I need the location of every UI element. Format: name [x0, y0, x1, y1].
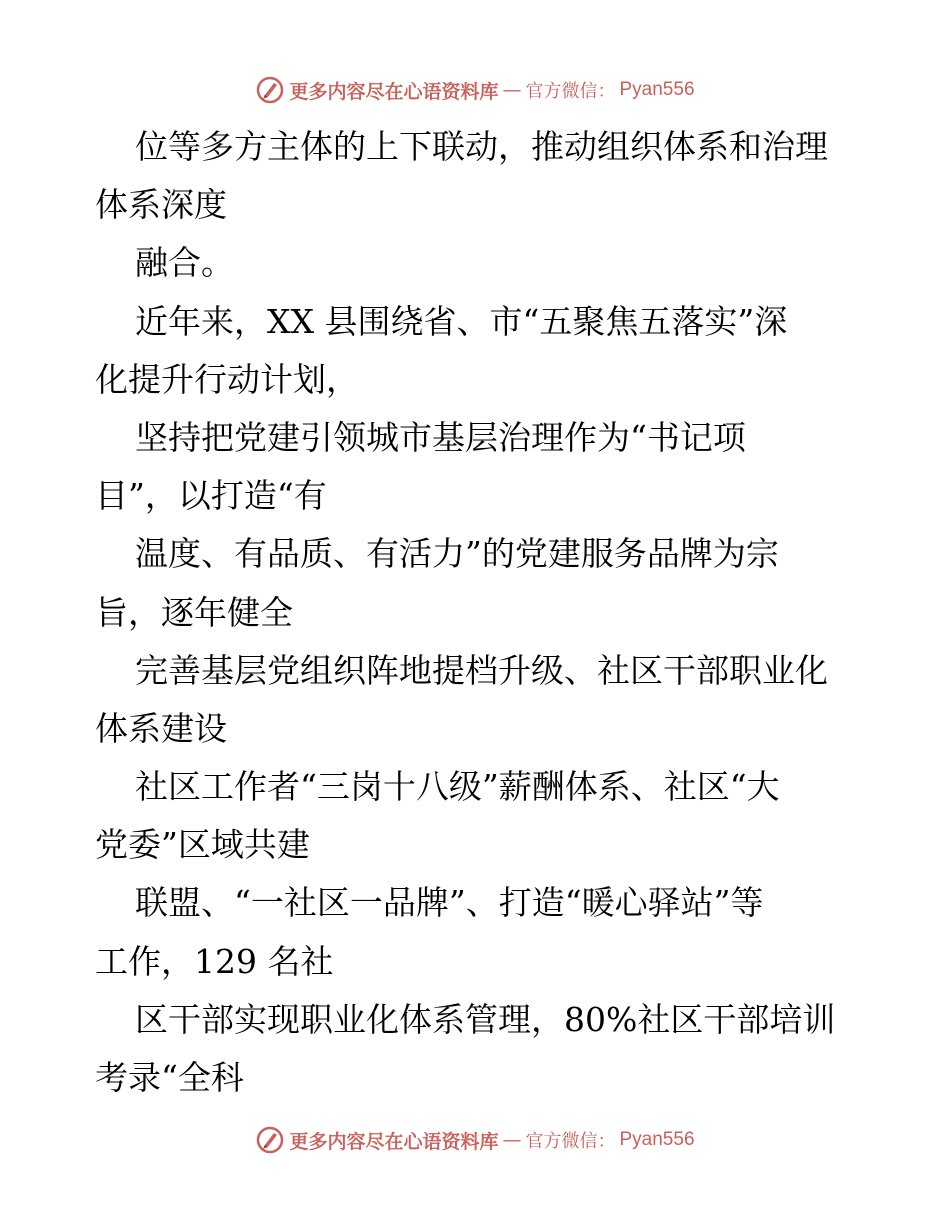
footer-watermark	[0, 1125, 950, 1155]
watermark-wechat-label: 官方微信：	[525, 81, 616, 102]
paragraph-line: 温度、有品质、有活力”的党建服务品牌为宗	[135, 534, 779, 574]
paragraph-line: 位等多方主体的上下联动，推动组织体系和治理	[135, 127, 828, 166]
paragraph-line: 坚持把党建引领城市基层治理作为“书记项	[135, 417, 746, 457]
pen-logo-icon	[255, 1125, 285, 1155]
body-text	[95, 118, 865, 1107]
paragraph-line: 旨，逐年健全	[95, 592, 293, 632]
paragraph-line: 融合。	[135, 243, 234, 283]
paragraph-line: 考录“全科	[95, 1058, 244, 1097]
watermark-separator: —	[502, 79, 522, 101]
paragraph-line: 区干部实现职业化体系管理，80%社区干部培训	[135, 999, 836, 1039]
pen-logo-icon	[255, 75, 285, 105]
paragraph-line: 近年来，XX 县围绕省、市“五聚焦五落实”深	[135, 301, 788, 341]
paragraph-line: 工作，129 名社	[95, 941, 334, 981]
paragraph-line: 社区工作者“三岗十八级”薪酬体系、社区“大	[135, 767, 780, 807]
paragraph-line: 体系深度	[95, 185, 227, 225]
header-watermark	[0, 75, 950, 105]
paragraph-line: 体系建设	[95, 708, 227, 748]
watermark-account: Pyan556	[619, 1129, 695, 1150]
watermark-account: Pyan556	[619, 79, 695, 100]
paragraph-line: 完善基层党组织阵地提档升级、社区干部职业化	[135, 650, 828, 690]
paragraph-line: 党委”区域共建	[95, 825, 310, 865]
watermark-wechat-label: 官方微信：	[525, 1131, 616, 1152]
paragraph-line: 目”，以打造“有	[95, 476, 327, 516]
watermark-main-text: 更多内容尽在心语资料库	[289, 1130, 499, 1153]
paragraph-line: 化提升行动计划，	[95, 359, 359, 399]
watermark-separator: —	[502, 1129, 522, 1151]
watermark-main-text: 更多内容尽在心语资料库	[289, 80, 499, 103]
paragraph-line: 联盟、“一社区一品牌”、打造“暖心驿站”等	[135, 883, 764, 923]
